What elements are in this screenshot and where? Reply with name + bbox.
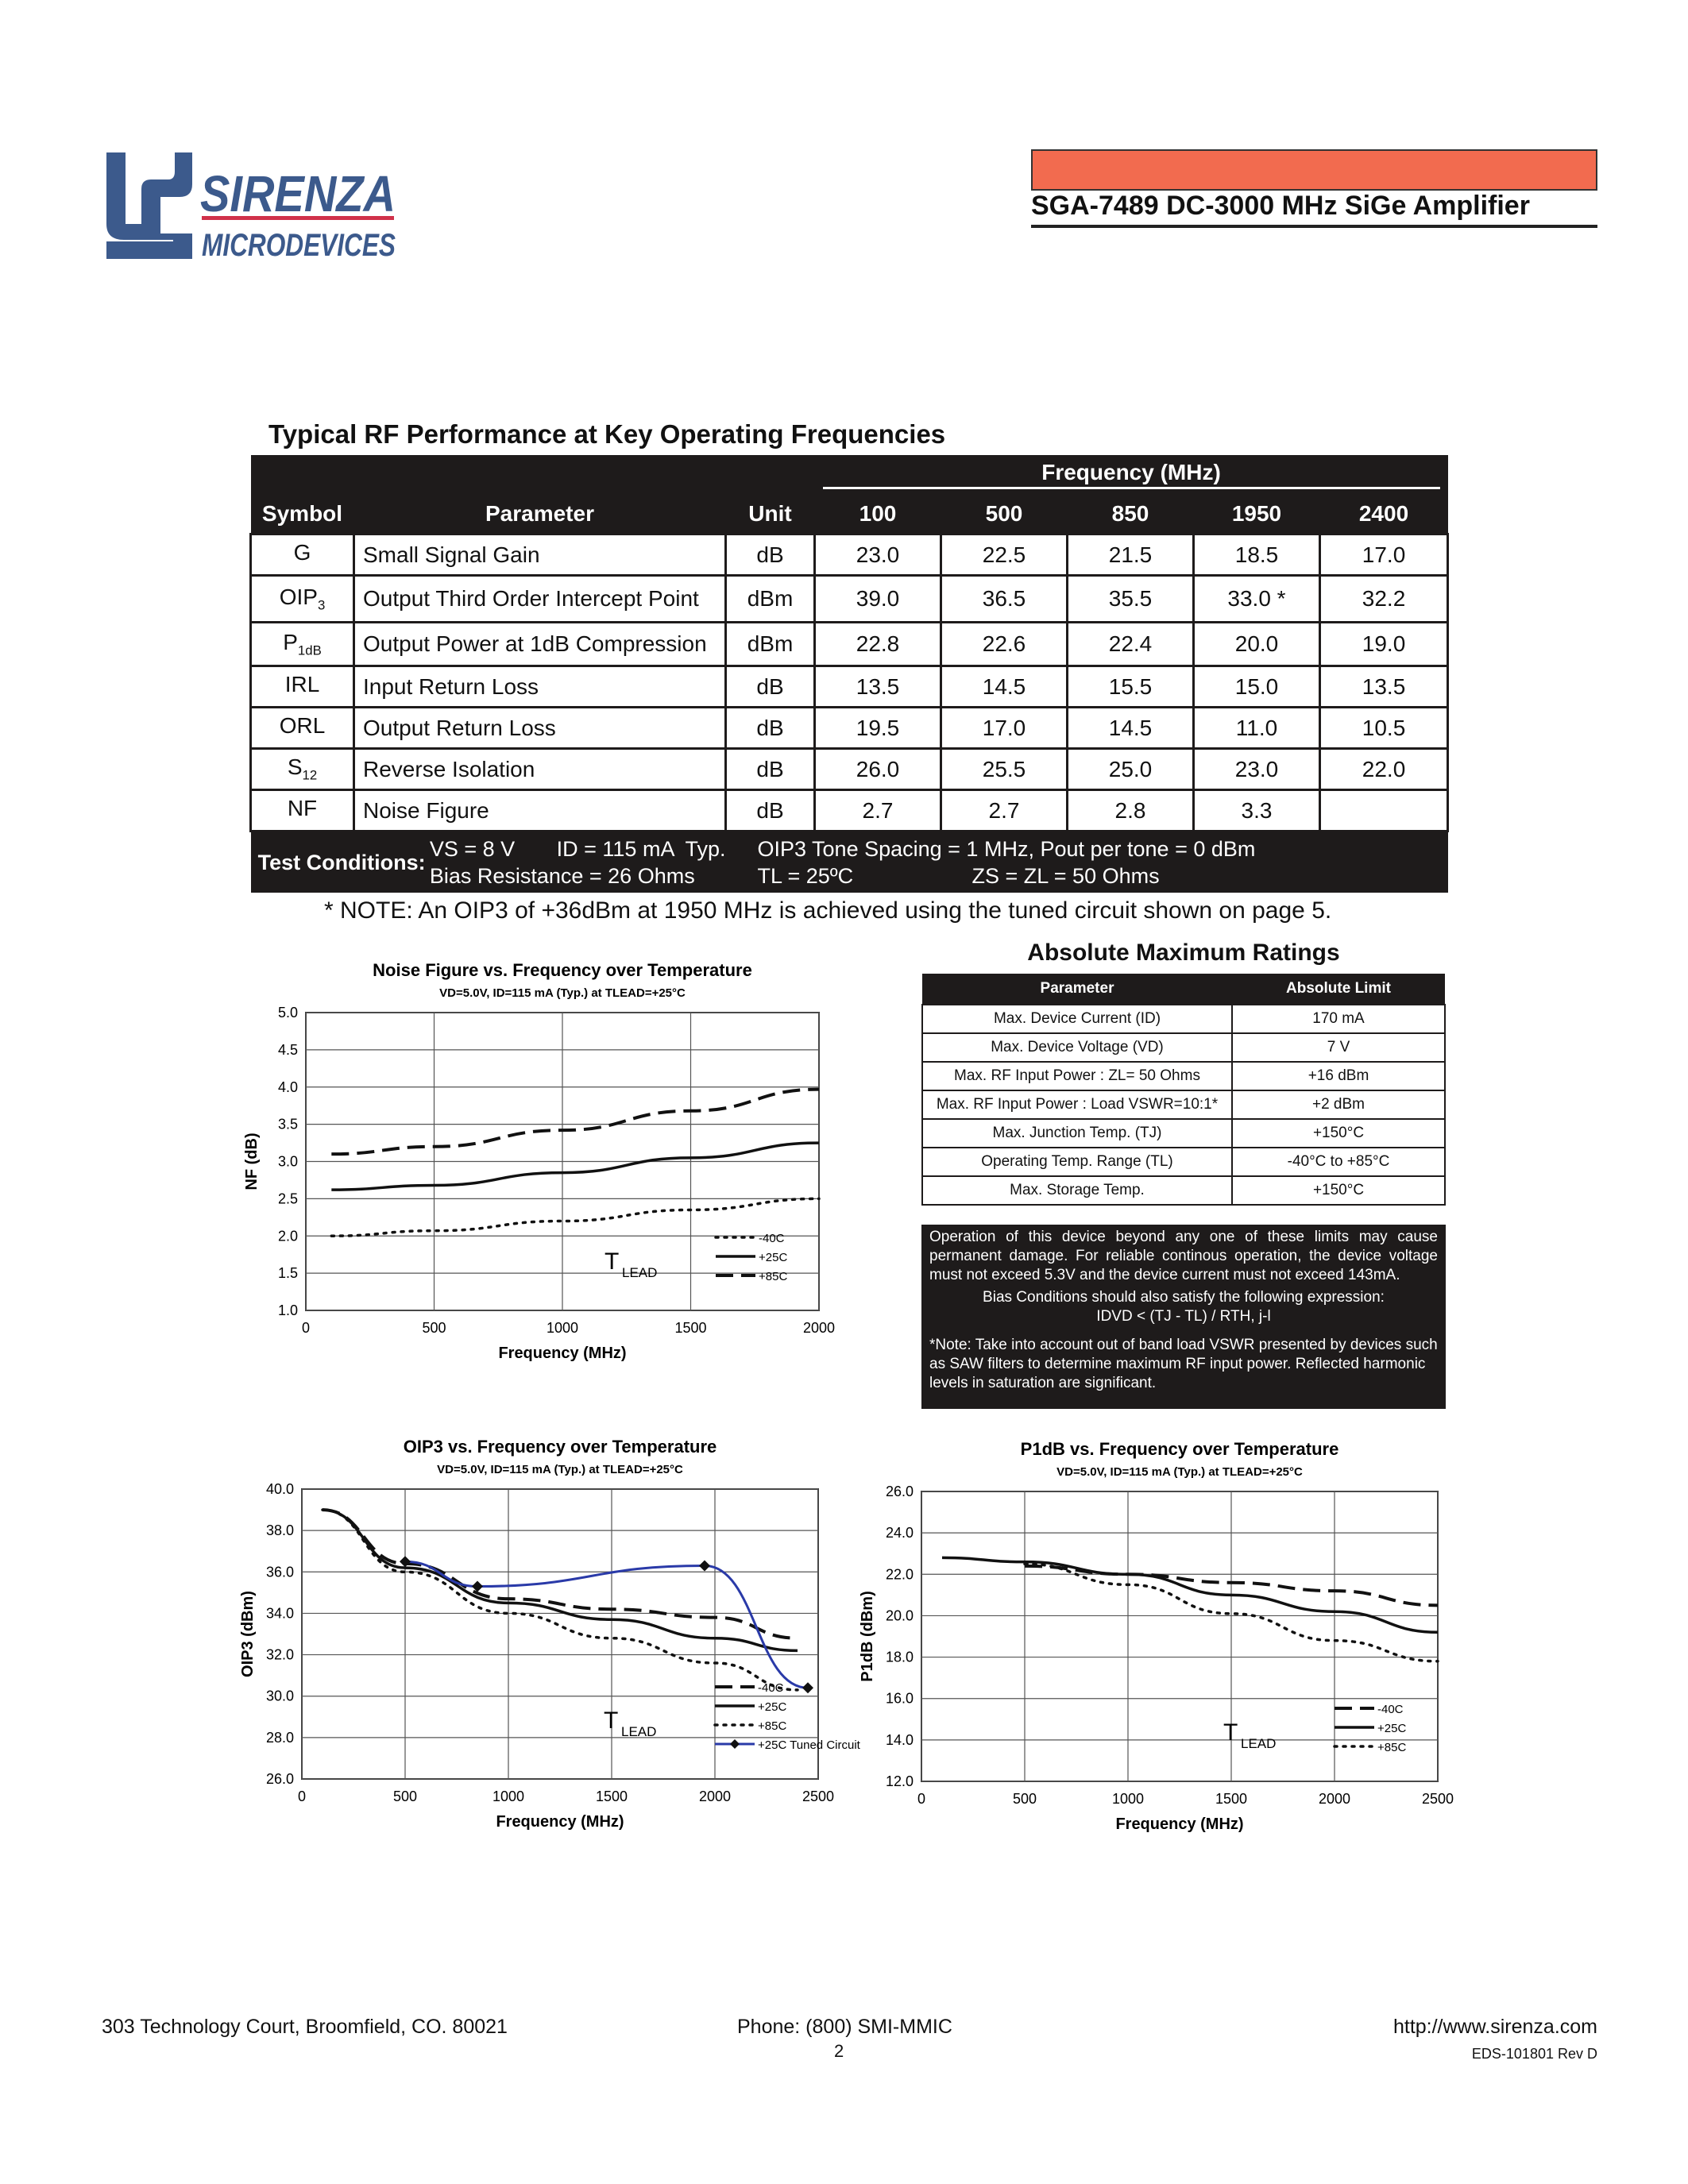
x-axis-label: Frequency (MHz) [1115, 1815, 1244, 1833]
legend-label: +25C [758, 1700, 787, 1714]
y-tick-label: 36.0 [265, 1564, 294, 1580]
y-tick-label: 1.0 [277, 1302, 298, 1318]
legend-label: +25C Tuned Circuit [758, 1738, 860, 1752]
rf-performance-table [249, 455, 1447, 888]
logo-s-mark [106, 152, 192, 259]
y-tick-label: 14.0 [885, 1731, 914, 1748]
amr-param-cell: Max. RF Input Power : ZL= 50 Ohms [922, 1062, 1232, 1090]
oip3-chart [222, 1433, 860, 1862]
value-cell: 22.6 [941, 623, 1068, 666]
table-row [251, 749, 1448, 790]
parameter-cell: Output Third Order Intercept Point [354, 576, 726, 623]
y-tick-label: 4.0 [277, 1078, 298, 1095]
col-freq: 1950 [1231, 500, 1282, 526]
test-conditions-row [251, 832, 1448, 893]
parameter-cell: Input Return Loss [354, 666, 726, 708]
freq-header: Frequency (MHz) [823, 460, 1440, 489]
symbol-cell: ORL [251, 708, 354, 749]
y-tick-label: 34.0 [265, 1605, 294, 1622]
legend-title: T [1223, 1719, 1238, 1746]
parameter-cell: Reverse Isolation [354, 749, 726, 790]
rf-header-row-2 [251, 494, 1448, 534]
value-cell: 14.5 [1068, 708, 1194, 749]
legend-label: +25C [1377, 1722, 1407, 1735]
value-cell: 15.0 [1194, 666, 1320, 708]
x-tick-label: 1500 [1215, 1791, 1248, 1807]
series-line-+85C [331, 1090, 819, 1155]
table-row [251, 666, 1448, 708]
value-cell: 10.5 [1320, 708, 1448, 749]
table-row [251, 790, 1448, 832]
y-tick-label: 22.0 [885, 1566, 914, 1583]
symbol-cell: $P_{1dB}$ [251, 623, 354, 666]
x-tick-label: 1000 [1111, 1791, 1145, 1807]
footer-phone: Phone: (800) SMI-MMIC [737, 2016, 952, 2038]
table-row [922, 1005, 1445, 1033]
value-cell: 2.7 [941, 790, 1068, 832]
y-tick-label: 26.0 [885, 1484, 914, 1499]
test-vs: VS = 8 V ID = 115 mA Typ. [429, 837, 726, 861]
value-cell: 33.0 * [1194, 576, 1320, 623]
rf-header-row-1 [251, 455, 1448, 494]
value-cell: 13.5 [815, 666, 941, 708]
unit-cell: dBm [726, 576, 815, 623]
value-cell: 17.0 [941, 708, 1068, 749]
noise-figure-chart [230, 957, 842, 1386]
series-line-+25C [942, 1557, 1438, 1632]
amr-bias-line: Bias Conditions should also satisfy the following expression: [983, 1289, 1385, 1306]
col-freq: 100 [859, 500, 897, 526]
legend-title: T [605, 1248, 620, 1275]
legend-label: +85C [1377, 1741, 1407, 1754]
x-tick-label: 2000 [698, 1788, 732, 1804]
amr-param-cell: Max. RF Input Power : Load VSWR=10:1* [922, 1090, 1232, 1119]
amr-warning-box [921, 1225, 1446, 1409]
value-cell: 22.0 [1320, 749, 1448, 790]
value-cell: 35.5 [1068, 576, 1194, 623]
legend-marker [730, 1739, 740, 1749]
series-line-+25C Tuned Circuit [405, 1561, 808, 1688]
value-cell: 22.8 [815, 623, 941, 666]
table-row [251, 534, 1448, 576]
legend-title-sub: LEAD [621, 1724, 657, 1739]
logo-bottom-text: MICRODEVICES [202, 228, 396, 263]
document-number: EDS-101801 Rev D [1471, 2046, 1597, 2062]
col-freq: 2400 [1358, 500, 1409, 526]
y-tick-label: 30.0 [265, 1688, 294, 1704]
amr-limit-cell: +150°C [1232, 1176, 1445, 1205]
oip3-note: * NOTE: An OIP3 of +36dBm at 1950 MHz is achieved using the tuned circuit shown on page 5. [324, 897, 1332, 924]
y-tick-label: 16.0 [885, 1690, 914, 1707]
unit-cell: dB [726, 790, 815, 832]
value-cell: 39.0 [815, 576, 941, 623]
x-tick-label: 2500 [802, 1788, 835, 1804]
parameter-cell: Noise Figure [354, 790, 726, 832]
symbol-cell: IRL [251, 666, 354, 708]
parameter-cell: Small Signal Gain [354, 534, 726, 576]
unit-cell: dB [726, 708, 815, 749]
symbol-cell: $OIP_3$ [251, 576, 354, 623]
value-cell: 26.0 [815, 749, 941, 790]
amr-param-cell: Max. Storage Temp. [922, 1176, 1232, 1205]
x-tick-label: 1500 [674, 1320, 707, 1336]
amr-warning-text: Operation of this device beyond any one of these limits may cause permanent damage. For reliable continous operation, the device voltage must not exceed 5.3V and the device current must not exceed 143mA. [929, 1229, 1438, 1283]
col-parameter: Parameter [485, 500, 594, 526]
series-line-+25C [331, 1143, 819, 1190]
company-logo [98, 148, 400, 265]
amr-limit-cell: +16 dBm [1232, 1062, 1445, 1090]
chart-subtitle: VD=5.0V, ID=115 mA (Typ.) at TLEAD=+25°C [437, 1463, 683, 1476]
x-tick-label: 2500 [1421, 1791, 1454, 1807]
legend-title-sub: LEAD [1241, 1736, 1277, 1751]
plot-area [302, 1489, 818, 1779]
table-row [922, 1033, 1445, 1062]
series-line-+85C [323, 1510, 798, 1690]
amr-limit-cell: 7 V [1232, 1033, 1445, 1062]
chart-subtitle: VD=5.0V, ID=115 mA (Typ.) at TLEAD=+25°C [1056, 1465, 1303, 1479]
y-axis-label: P1dB (dBm) [859, 1591, 876, 1682]
test-bias: Bias Resistance = 26 Ohms [429, 864, 695, 888]
y-tick-label: 2.0 [277, 1228, 298, 1244]
value-cell: 23.0 [1194, 749, 1320, 790]
x-tick-label: 500 [422, 1320, 446, 1336]
amr-header-row [922, 974, 1445, 1005]
legend-label: +85C [759, 1270, 788, 1283]
table-row [251, 576, 1448, 623]
table-row [922, 1119, 1445, 1148]
amr-limit-cell: -40°C to +85°C [1232, 1148, 1445, 1176]
y-tick-label: 40.0 [265, 1481, 294, 1497]
test-oip: OIP3 Tone Spacing = 1 MHz, Pout per tone = 0 dBm [757, 837, 1256, 861]
value-cell: 22.4 [1068, 623, 1194, 666]
table-row [922, 1062, 1445, 1090]
parameter-cell: Output Power at 1dB Compression [354, 623, 726, 666]
y-tick-label: 28.0 [265, 1729, 294, 1746]
y-tick-label: 1.5 [277, 1265, 298, 1282]
data-point [699, 1560, 710, 1571]
table-row [922, 1176, 1445, 1205]
value-cell: 2.8 [1068, 790, 1194, 832]
amr-expression: IDVD < (TJ - TL) / RTH, j-l [1096, 1308, 1271, 1325]
chart-title: OIP3 vs. Frequency over Temperature [403, 1437, 717, 1457]
y-tick-label: 5.0 [277, 1005, 298, 1021]
col-symbol: Symbol [261, 500, 343, 526]
legend-label: -40C [758, 1681, 784, 1695]
x-tick-label: 0 [301, 1320, 311, 1336]
amr-param-cell: Operating Temp. Range (TL) [922, 1148, 1232, 1176]
amr-col-param: Parameter [1040, 980, 1114, 997]
x-tick-label: 500 [1012, 1791, 1037, 1807]
value-cell: 36.5 [941, 576, 1068, 623]
page-number: 2 [834, 2041, 844, 2061]
test-zs: ZS = ZL = 50 Ohms [971, 864, 1160, 888]
y-tick-label: 4.5 [277, 1041, 298, 1058]
y-tick-label: 12.0 [885, 1773, 914, 1789]
amr-param-cell: Max. Junction Temp. (TJ) [922, 1119, 1232, 1148]
x-tick-label: 1000 [546, 1320, 579, 1336]
x-tick-label: 500 [392, 1788, 418, 1804]
x-tick-label: 1000 [492, 1788, 525, 1804]
value-cell: 25.5 [941, 749, 1068, 790]
amr-limit-cell: +2 dBm [1232, 1090, 1445, 1119]
value-cell: 18.5 [1194, 534, 1320, 576]
y-tick-label: 32.0 [265, 1646, 294, 1663]
value-cell: 11.0 [1194, 708, 1320, 749]
data-point [400, 1556, 411, 1567]
x-tick-label: 1500 [595, 1788, 628, 1804]
y-axis-label: NF (dB) [243, 1133, 261, 1190]
y-tick-label: 3.0 [277, 1153, 298, 1170]
amr-title: Absolute Maximum Ratings [1027, 940, 1340, 966]
x-axis-label: Frequency (MHz) [498, 1345, 627, 1362]
x-axis-label: Frequency (MHz) [496, 1813, 624, 1831]
symbol-cell: $S_{12}$ [251, 749, 354, 790]
x-tick-label: 0 [917, 1791, 926, 1807]
value-cell: 23.0 [815, 534, 941, 576]
amr-limit-cell: +150°C [1232, 1119, 1445, 1148]
table-row [251, 708, 1448, 749]
value-cell: 3.3 [1194, 790, 1320, 832]
footer-url[interactable]: http://www.sirenza.com [1393, 2016, 1597, 2038]
footer-address: 303 Technology Court, Broomfield, CO. 80021 [102, 2016, 508, 2038]
value-cell: 15.5 [1068, 666, 1194, 708]
header-accent-bar [1031, 149, 1597, 191]
amr-param-cell: Max. Device Voltage (VD) [922, 1033, 1232, 1062]
legend-title-sub: LEAD [622, 1265, 658, 1280]
unit-cell: dB [726, 749, 815, 790]
y-tick-label: 38.0 [265, 1522, 294, 1539]
amr-col-limit: Absolute Limit [1286, 980, 1391, 997]
value-cell: 2.7 [815, 790, 941, 832]
x-tick-label: 0 [297, 1788, 307, 1804]
y-tick-label: 24.0 [885, 1525, 914, 1542]
unit-cell: dB [726, 666, 815, 708]
value-cell: 22.5 [941, 534, 1068, 576]
col-freq: 500 [985, 500, 1023, 526]
logo-top-text: SIRENZA [200, 165, 396, 222]
symbol-cell: G [251, 534, 354, 576]
value-cell: 17.0 [1320, 534, 1448, 576]
chart-subtitle: VD=5.0V, ID=115 mA (Typ.) at TLEAD=+25°C [439, 986, 686, 1000]
y-tick-label: 18.0 [885, 1649, 914, 1665]
y-tick-label: 26.0 [265, 1771, 294, 1787]
legend-title: T [604, 1707, 619, 1734]
value-cell: 14.5 [941, 666, 1068, 708]
parameter-cell: Output Return Loss [354, 708, 726, 749]
amr-limit-cell: 170 mA [1232, 1005, 1445, 1033]
amr-param-cell: Max. Device Current (ID) [922, 1005, 1232, 1033]
value-cell: 32.2 [1320, 576, 1448, 623]
value-cell [1320, 790, 1448, 832]
p1db-chart [842, 1436, 1454, 1865]
chart-title: Noise Figure vs. Frequency over Temperature [373, 960, 752, 980]
y-tick-label: 3.5 [277, 1116, 298, 1133]
series-line--40C [331, 1198, 819, 1236]
value-cell: 19.5 [815, 708, 941, 749]
amr-table [921, 974, 1446, 1206]
legend-label: -40C [759, 1232, 785, 1245]
y-axis-label: OIP3 (dBm) [239, 1591, 257, 1677]
table-row [922, 1090, 1445, 1119]
unit-cell: dB [726, 534, 815, 576]
legend-label: +85C [758, 1719, 787, 1733]
legend-label: +25C [759, 1251, 788, 1264]
y-tick-label: 20.0 [885, 1607, 914, 1624]
legend-label: -40C [1377, 1703, 1404, 1716]
amr-note: *Note: Take into account out of band load VSWR presented by devices such as SAW filters to determine maximum RF input power. Reflected harmonic levels in saturation are significant. [929, 1337, 1438, 1391]
table-row [251, 623, 1448, 666]
table-row [922, 1148, 1445, 1176]
test-conditions-label: Test Conditions: [257, 850, 426, 874]
value-cell: 25.0 [1068, 749, 1194, 790]
document-title: SGA-7489 DC-3000 MHz SiGe Amplifier [1031, 191, 1597, 228]
col-freq: 850 [1111, 500, 1149, 526]
y-tick-label: 2.5 [277, 1190, 298, 1207]
data-point [472, 1581, 483, 1592]
value-cell: 13.5 [1320, 666, 1448, 708]
chart-title: P1dB vs. Frequency over Temperature [1020, 1439, 1339, 1459]
plot-area [921, 1491, 1438, 1781]
x-tick-label: 2000 [802, 1320, 836, 1336]
x-tick-label: 2000 [1318, 1791, 1351, 1807]
value-cell: 20.0 [1194, 623, 1320, 666]
test-tl: TL = 25ºC [757, 864, 854, 888]
symbol-cell: NF [251, 790, 354, 832]
value-cell: 19.0 [1320, 623, 1448, 666]
unit-cell: dBm [726, 623, 815, 666]
data-point [802, 1682, 813, 1693]
value-cell: 21.5 [1068, 534, 1194, 576]
col-unit: Unit [748, 500, 792, 526]
rf-performance-title: Typical RF Performance at Key Operating Frequencies [268, 419, 946, 449]
